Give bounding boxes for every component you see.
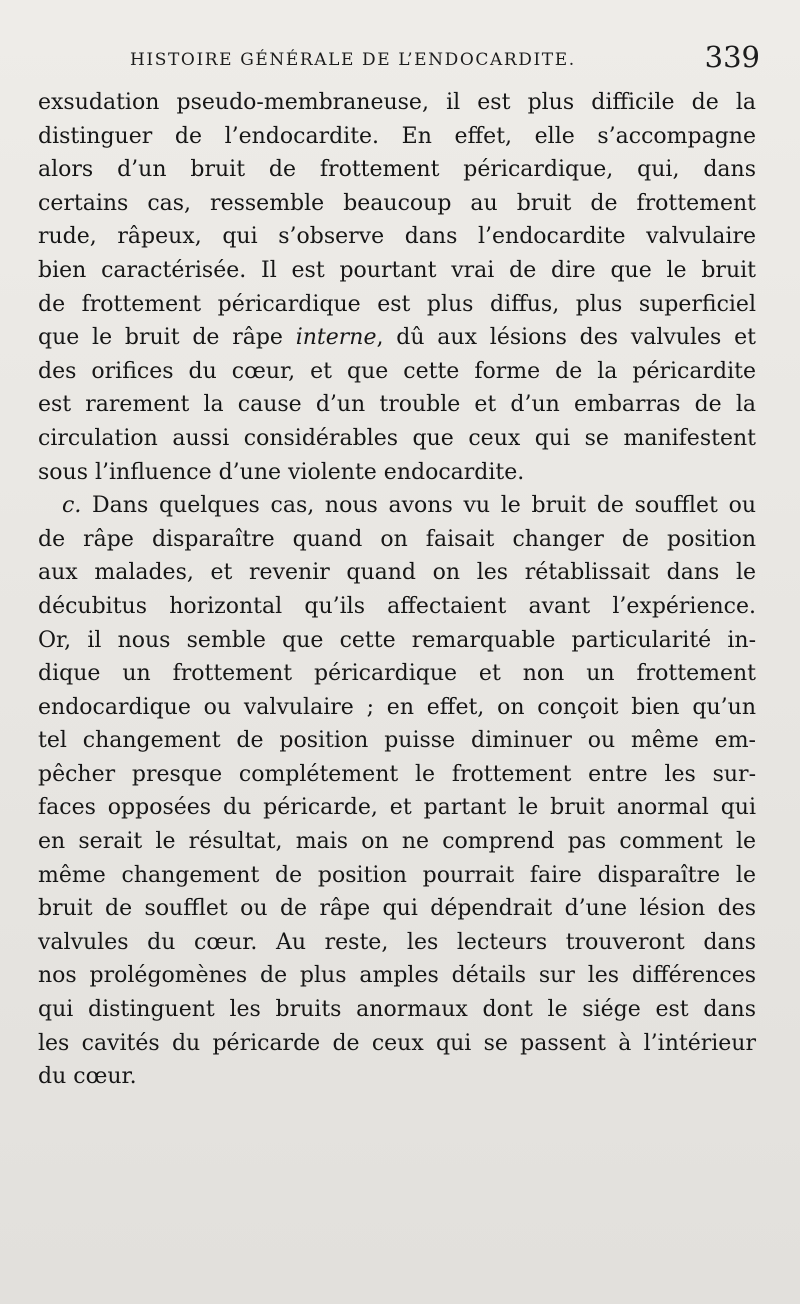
text-line: Or, il nous semble que cette remarquable particularité in- xyxy=(38,627,756,653)
text-line: de râpe disparaître quand on faisait changer de position xyxy=(38,526,756,552)
text-line: du cœur. xyxy=(38,1064,137,1090)
running-head xyxy=(40,40,760,80)
text-line: décubitus horizontal qu’ils affectaient avant l’expérience. xyxy=(38,593,756,619)
text-line: en serait le résultat, mais on ne comprend pas comment le xyxy=(38,829,756,855)
text-segment: Dans quelques cas, nous avons vu le bruit de soufflet ou xyxy=(92,493,756,519)
text-line: des orifices du cœur, et que cette forme de la péricardite xyxy=(38,358,756,384)
text-line: qui distinguent les bruits anormaux dont le siége est dans xyxy=(38,997,756,1023)
text-line: les cavités du péricarde de ceux qui se passent à l’intérieur xyxy=(38,1030,756,1056)
text-line: bruit de soufflet ou de râpe qui dépendrait d’une lésion des xyxy=(38,896,756,922)
page-number: 339 xyxy=(704,40,760,74)
text-line: tel changement de position puisse diminuer ou même em- xyxy=(38,728,756,754)
text-line: même changement de position pourrait faire disparaître le xyxy=(38,862,756,888)
paragraph-1 xyxy=(38,86,756,489)
text-line: rude, râpeux, qui s’observe dans l’endocardite valvulaire xyxy=(38,224,756,250)
body-text xyxy=(38,86,756,1094)
text-line: pêcher presque complétement le frottement entre les sur- xyxy=(38,761,756,787)
text-line-with-emphasis xyxy=(38,321,756,355)
text-line: bien caractérisée. Il est pourtant vrai de dire que le bruit xyxy=(38,257,756,283)
running-head-title: HISTOIRE GÉNÉRALE DE L’ENDOCARDITE. xyxy=(130,50,576,70)
text-segment: , dû aux lésions des valvules et xyxy=(376,325,756,351)
text-line: distinguer de l’endocardite. En effet, elle s’accompagne xyxy=(38,123,756,149)
text-line: aux malades, et revenir quand on les rétablissait dans le xyxy=(38,560,756,586)
text-line: endocardique ou valvulaire ; en effet, on conçoit bien qu’un xyxy=(38,694,756,720)
text-line: valvules du cœur. Au reste, les lecteurs trouveront dans xyxy=(38,929,756,955)
paragraph-marker: c. xyxy=(62,493,82,519)
text-line: alors d’un bruit de frottement péricardique, qui, dans xyxy=(38,157,756,183)
paragraph-2 xyxy=(38,489,756,1094)
text-line-with-marker xyxy=(38,489,756,523)
text-line: exsudation pseudo-membraneuse, il est plus difficile de la xyxy=(38,90,756,115)
emphasized-word: interne xyxy=(295,325,377,351)
text-line: dique un frottement péricardique et non un frottement xyxy=(38,661,756,687)
text-line: est rarement la cause d’un trouble et d’un embarras de la xyxy=(38,392,756,418)
text-line: circulation aussi considérables que ceux qui se manifestent xyxy=(38,425,756,451)
text-line: sous l’influence d’une violente endocardite. xyxy=(38,459,525,485)
text-line: nos prolégomènes de plus amples détails sur les différences xyxy=(38,963,756,989)
text-segment: que le bruit de râpe xyxy=(38,325,296,351)
text-line: de frottement péricardique est plus diffus, plus superficiel xyxy=(38,291,756,317)
text-line: faces opposées du péricarde, et partant le bruit anormal qui xyxy=(38,795,756,821)
text-line: certains cas, ressemble beaucoup au bruit de frottement xyxy=(38,190,756,216)
